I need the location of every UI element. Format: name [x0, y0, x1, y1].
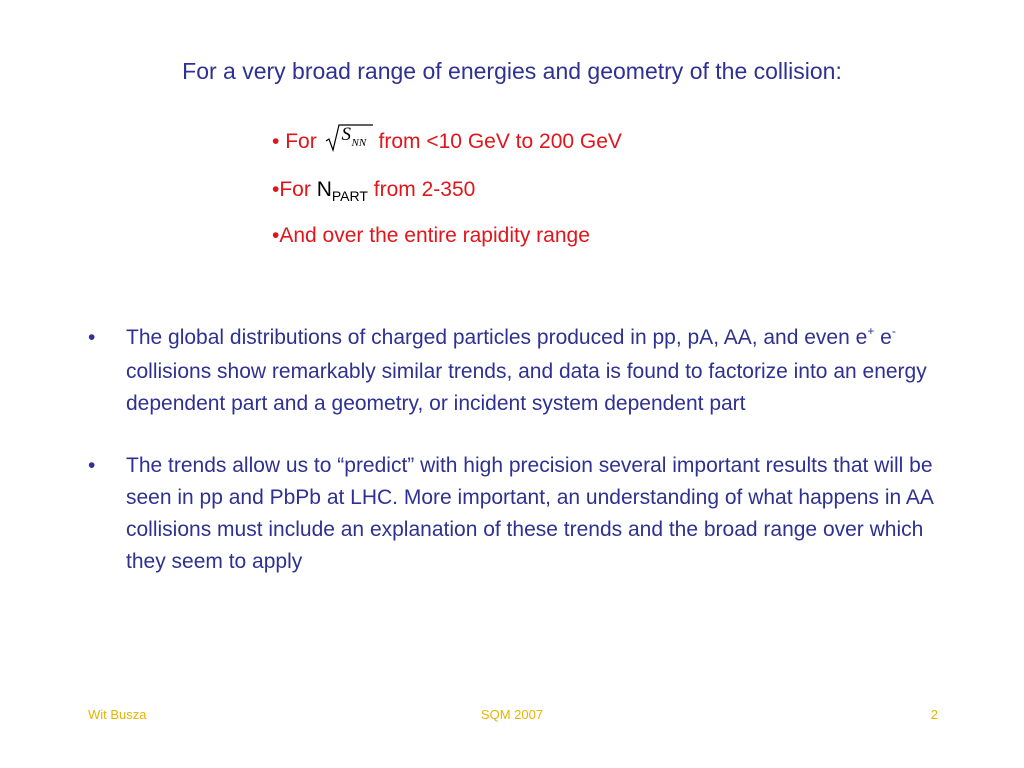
sqrt-snn-formula — [323, 126, 379, 158]
footer-page-number: 2 — [930, 707, 938, 722]
npart-symbol — [316, 178, 368, 204]
sub-bullet-energy — [272, 126, 622, 158]
footer-author: Wit Busza — [88, 707, 147, 722]
bullet-dot: • — [88, 326, 96, 349]
formula-s: S — [341, 124, 352, 145]
superscript-minus: - — [891, 324, 896, 338]
bullet-dot: • — [272, 224, 280, 247]
main-bullet-list — [88, 322, 948, 578]
sub-bullet-text: And over the entire rapidity range — [279, 224, 590, 247]
sub-bullet-suffix: from 2-350 — [367, 178, 476, 201]
sub-bullet-prefix: For — [279, 130, 323, 153]
npart-letter: N — [316, 178, 332, 201]
bullet-global-distributions — [88, 322, 948, 420]
bullet-dot: • — [272, 130, 280, 153]
sub-bullet-npart — [272, 174, 475, 206]
bullet-text-part2: collisions show remarkably similar trends, and data is found to factorize into an energy dependent part and a geometry, or incident system dependent part — [126, 360, 927, 415]
bullet-text-mid: e — [874, 326, 892, 349]
bullet-text-part1: The global distributions of charged particles produced in pp, pA, AA, and even e — [126, 326, 868, 349]
sub-bullet-rapidity — [272, 220, 590, 252]
npart-subscript: PART — [331, 188, 368, 204]
bullet-text: The trends allow us to “predict” with high precision several important results that will be seen in pp and PbPb at LHC. More important, an understanding of what happens in AA collisions must include an explanation of these trends and the broad range over which they seem to apply — [126, 454, 933, 573]
sub-bullet-suffix: from <10 GeV to 200 GeV — [378, 130, 622, 153]
bullet-dot: • — [272, 178, 280, 201]
slide-heading: For a very broad range of energies and geometry of the collision: — [182, 58, 842, 84]
footer-event: SQM 2007 — [480, 707, 544, 722]
superscript-plus: + — [867, 324, 875, 338]
bullet-dot: • — [88, 454, 96, 477]
sub-bullet-prefix: For — [279, 178, 317, 201]
bullet-trends-predict — [88, 450, 948, 578]
formula-subscript-nn: NN — [351, 137, 367, 149]
